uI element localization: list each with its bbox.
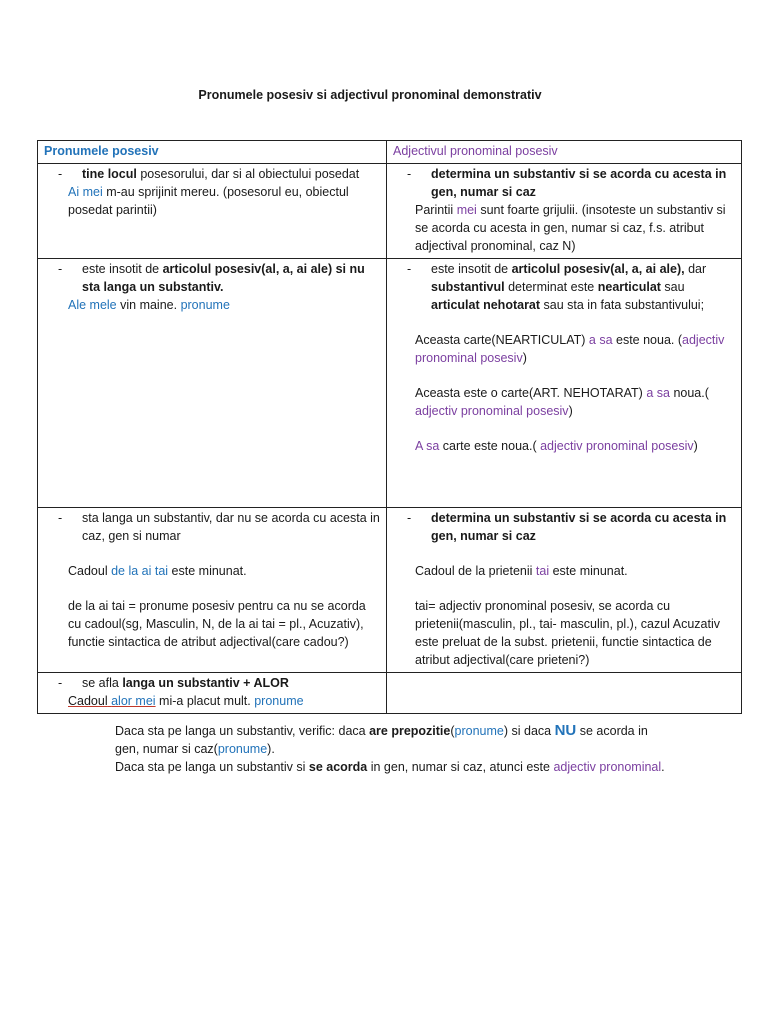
example-sentence: Cadoul alor mei mi-a placut mult. pronume	[68, 694, 304, 708]
bullet-item: - este insotit de articolul posesiv(al, a, ai ale), dar substantivul determinat este nearticulat sau articulat nehotarat sau sta in fata substantivului;	[407, 262, 707, 312]
row4-left-cell	[38, 673, 387, 714]
table-header-row	[38, 141, 742, 164]
row3-right-cell	[387, 508, 742, 673]
table-row	[38, 259, 742, 508]
table-row	[38, 508, 742, 673]
row4-right-cell	[387, 673, 742, 714]
table-row	[38, 164, 742, 259]
row1-left-cell	[38, 164, 387, 259]
example-sentence: Aceasta este o carte(ART. NEHOTARAT) a sa noua.( adjectiv pronominal posesiv)	[415, 386, 709, 418]
row2-right-cell	[387, 259, 742, 508]
bullet-item: - tine locul posesorului, dar si al obiectului posedat	[58, 167, 360, 181]
bullet-item: - este insotit de articolul posesiv(al, a, ai ale) si nu sta langa un substantiv.	[58, 262, 365, 294]
bullet-item: - determina un substantiv si se acorda cu acesta in gen, numar si caz	[407, 167, 727, 199]
example-sentence: Ai mei m-au sprijinit mereu. (posesorul eu, obiectul posedat parintii)	[68, 185, 349, 217]
page-title: Pronumele posesiv si adjectivul pronominal demonstrativ	[198, 88, 542, 102]
example-sentence: Parintii mei sunt foarte grijulii. (insoteste un substantiv si se acorda cu acesta in gen, numar si caz, f.s. atribut adjectival pronominal, caz N)	[415, 203, 726, 253]
row1-right-cell	[387, 164, 742, 259]
comparison-table	[37, 140, 742, 714]
example-sentence: Cadoul de la ai tai este minunat.	[68, 564, 247, 578]
explanation: tai= adjectiv pronominal posesiv, se acorda cu prietenii(masculin, pl., tai- masculin, pl.), cazul Acuzativ este preluat de la subst. prietenii, functie sintactica de atribut adjectival(care prieteni?)	[415, 599, 720, 667]
summary-notes	[115, 722, 675, 776]
bullet-item: - determina un substantiv si se acorda cu acesta in gen, numar si caz	[407, 511, 727, 543]
bullet-item: - sta langa un substantiv, dar nu se acorda cu acesta in caz, gen si numar	[58, 511, 380, 543]
header-left: Pronumele posesiv	[38, 141, 387, 164]
note-line-2: Daca sta pe langa un substantiv si se acorda in gen, numar si caz, atunci este adjectiv pronominal.	[115, 760, 665, 774]
row3-left-cell	[38, 508, 387, 673]
example-sentence: A sa carte este noua.( adjectiv pronominal posesiv)	[415, 439, 698, 453]
example-sentence: Cadoul de la prietenii tai este minunat.	[415, 564, 628, 578]
row2-left-cell	[38, 259, 387, 508]
example-sentence: Ale mele vin maine. pronume	[68, 298, 230, 312]
table-row	[38, 673, 742, 714]
example-sentence: Aceasta carte(NEARTICULAT) a sa este noua. (adjectiv pronominal posesiv)	[415, 333, 725, 365]
bullet-item: - se afla langa un substantiv + ALOR	[58, 676, 289, 690]
header-right: Adjectivul pronominal posesiv	[387, 141, 742, 164]
note-line-1: Daca sta pe langa un substantiv, verific: daca are prepozitie(pronume) si daca NU se acorda in gen, numar si caz(pronume).	[115, 722, 648, 756]
explanation: de la ai tai = pronume posesiv pentru ca nu se acorda cu cadoul(sg, Masculin, N, de la ai tai = pl., Acuzativ), functie sintactica de atribut adjectival(care cadou?)	[68, 599, 366, 649]
